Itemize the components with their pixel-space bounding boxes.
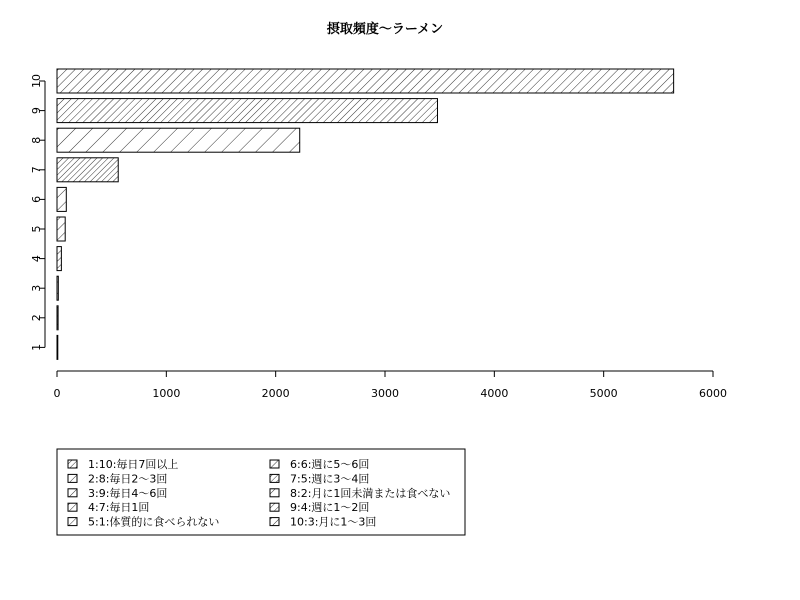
legend-swatch: [68, 503, 77, 511]
bar-3: [57, 276, 58, 300]
bar-8: [57, 128, 300, 152]
legend-swatch: [270, 518, 279, 526]
legend-label: 3:9:毎日4〜6回: [88, 486, 168, 500]
y-axis: [30, 74, 45, 351]
x-axis: [54, 371, 728, 400]
legend-label: 5:1:体質的に食べられない: [88, 515, 220, 529]
legend-label: 7:5:週に3〜4回: [290, 472, 370, 486]
bar-10: [57, 69, 674, 93]
legend-label: 4:7:毎日1回: [88, 501, 150, 515]
bars: [57, 69, 674, 359]
x-tick-label: 4000: [480, 387, 509, 400]
y-tick-label: 8: [30, 136, 43, 144]
legend-swatch: [68, 489, 77, 497]
legend-label: 10:3:月に1〜3回: [290, 515, 377, 529]
legend-swatch: [68, 474, 77, 482]
legend-swatch: [270, 503, 279, 511]
y-tick-label: 4: [30, 255, 43, 263]
x-tick-label: 0: [53, 387, 61, 400]
legend-swatch: [270, 489, 279, 497]
bar-1: [57, 335, 58, 359]
bar-2: [57, 306, 58, 330]
legend-swatch: [270, 460, 279, 468]
legend-swatch: [270, 474, 279, 482]
bar-5: [57, 217, 65, 241]
y-tick-label: 6: [30, 195, 43, 203]
y-tick-label: 5: [30, 225, 43, 233]
y-tick-label: 10: [30, 74, 43, 88]
legend-label: 6:6:週に5〜6回: [290, 458, 370, 471]
bar-7: [57, 158, 118, 182]
legend: [57, 449, 465, 535]
y-tick-label: 1: [30, 343, 43, 351]
y-tick-label: 3: [30, 284, 43, 292]
x-tick-label: 3000: [371, 387, 399, 400]
bar-4: [57, 247, 61, 271]
x-tick-label: 1000: [152, 387, 181, 400]
bar-6: [57, 187, 66, 211]
legend-label: 2:8:毎日2〜3回: [88, 472, 168, 486]
x-tick-label: 6000: [699, 387, 727, 400]
chart-title: 摂取頻度〜ラーメン: [326, 22, 444, 37]
legend-swatch: [68, 460, 77, 468]
x-tick-label: 5000: [589, 387, 618, 400]
x-tick-label: 2000: [261, 387, 290, 400]
y-tick-label: 2: [30, 314, 43, 322]
legend-label: 9:4:週に1〜2回: [290, 501, 370, 515]
legend-label: 1:10:毎日7回以上: [88, 458, 179, 471]
bar-9: [57, 99, 437, 123]
y-tick-label: 9: [30, 107, 43, 115]
legend-label: 8:2:月に1回未満または食べない: [290, 486, 451, 500]
y-tick-label: 7: [30, 166, 43, 174]
legend-swatch: [68, 518, 77, 526]
